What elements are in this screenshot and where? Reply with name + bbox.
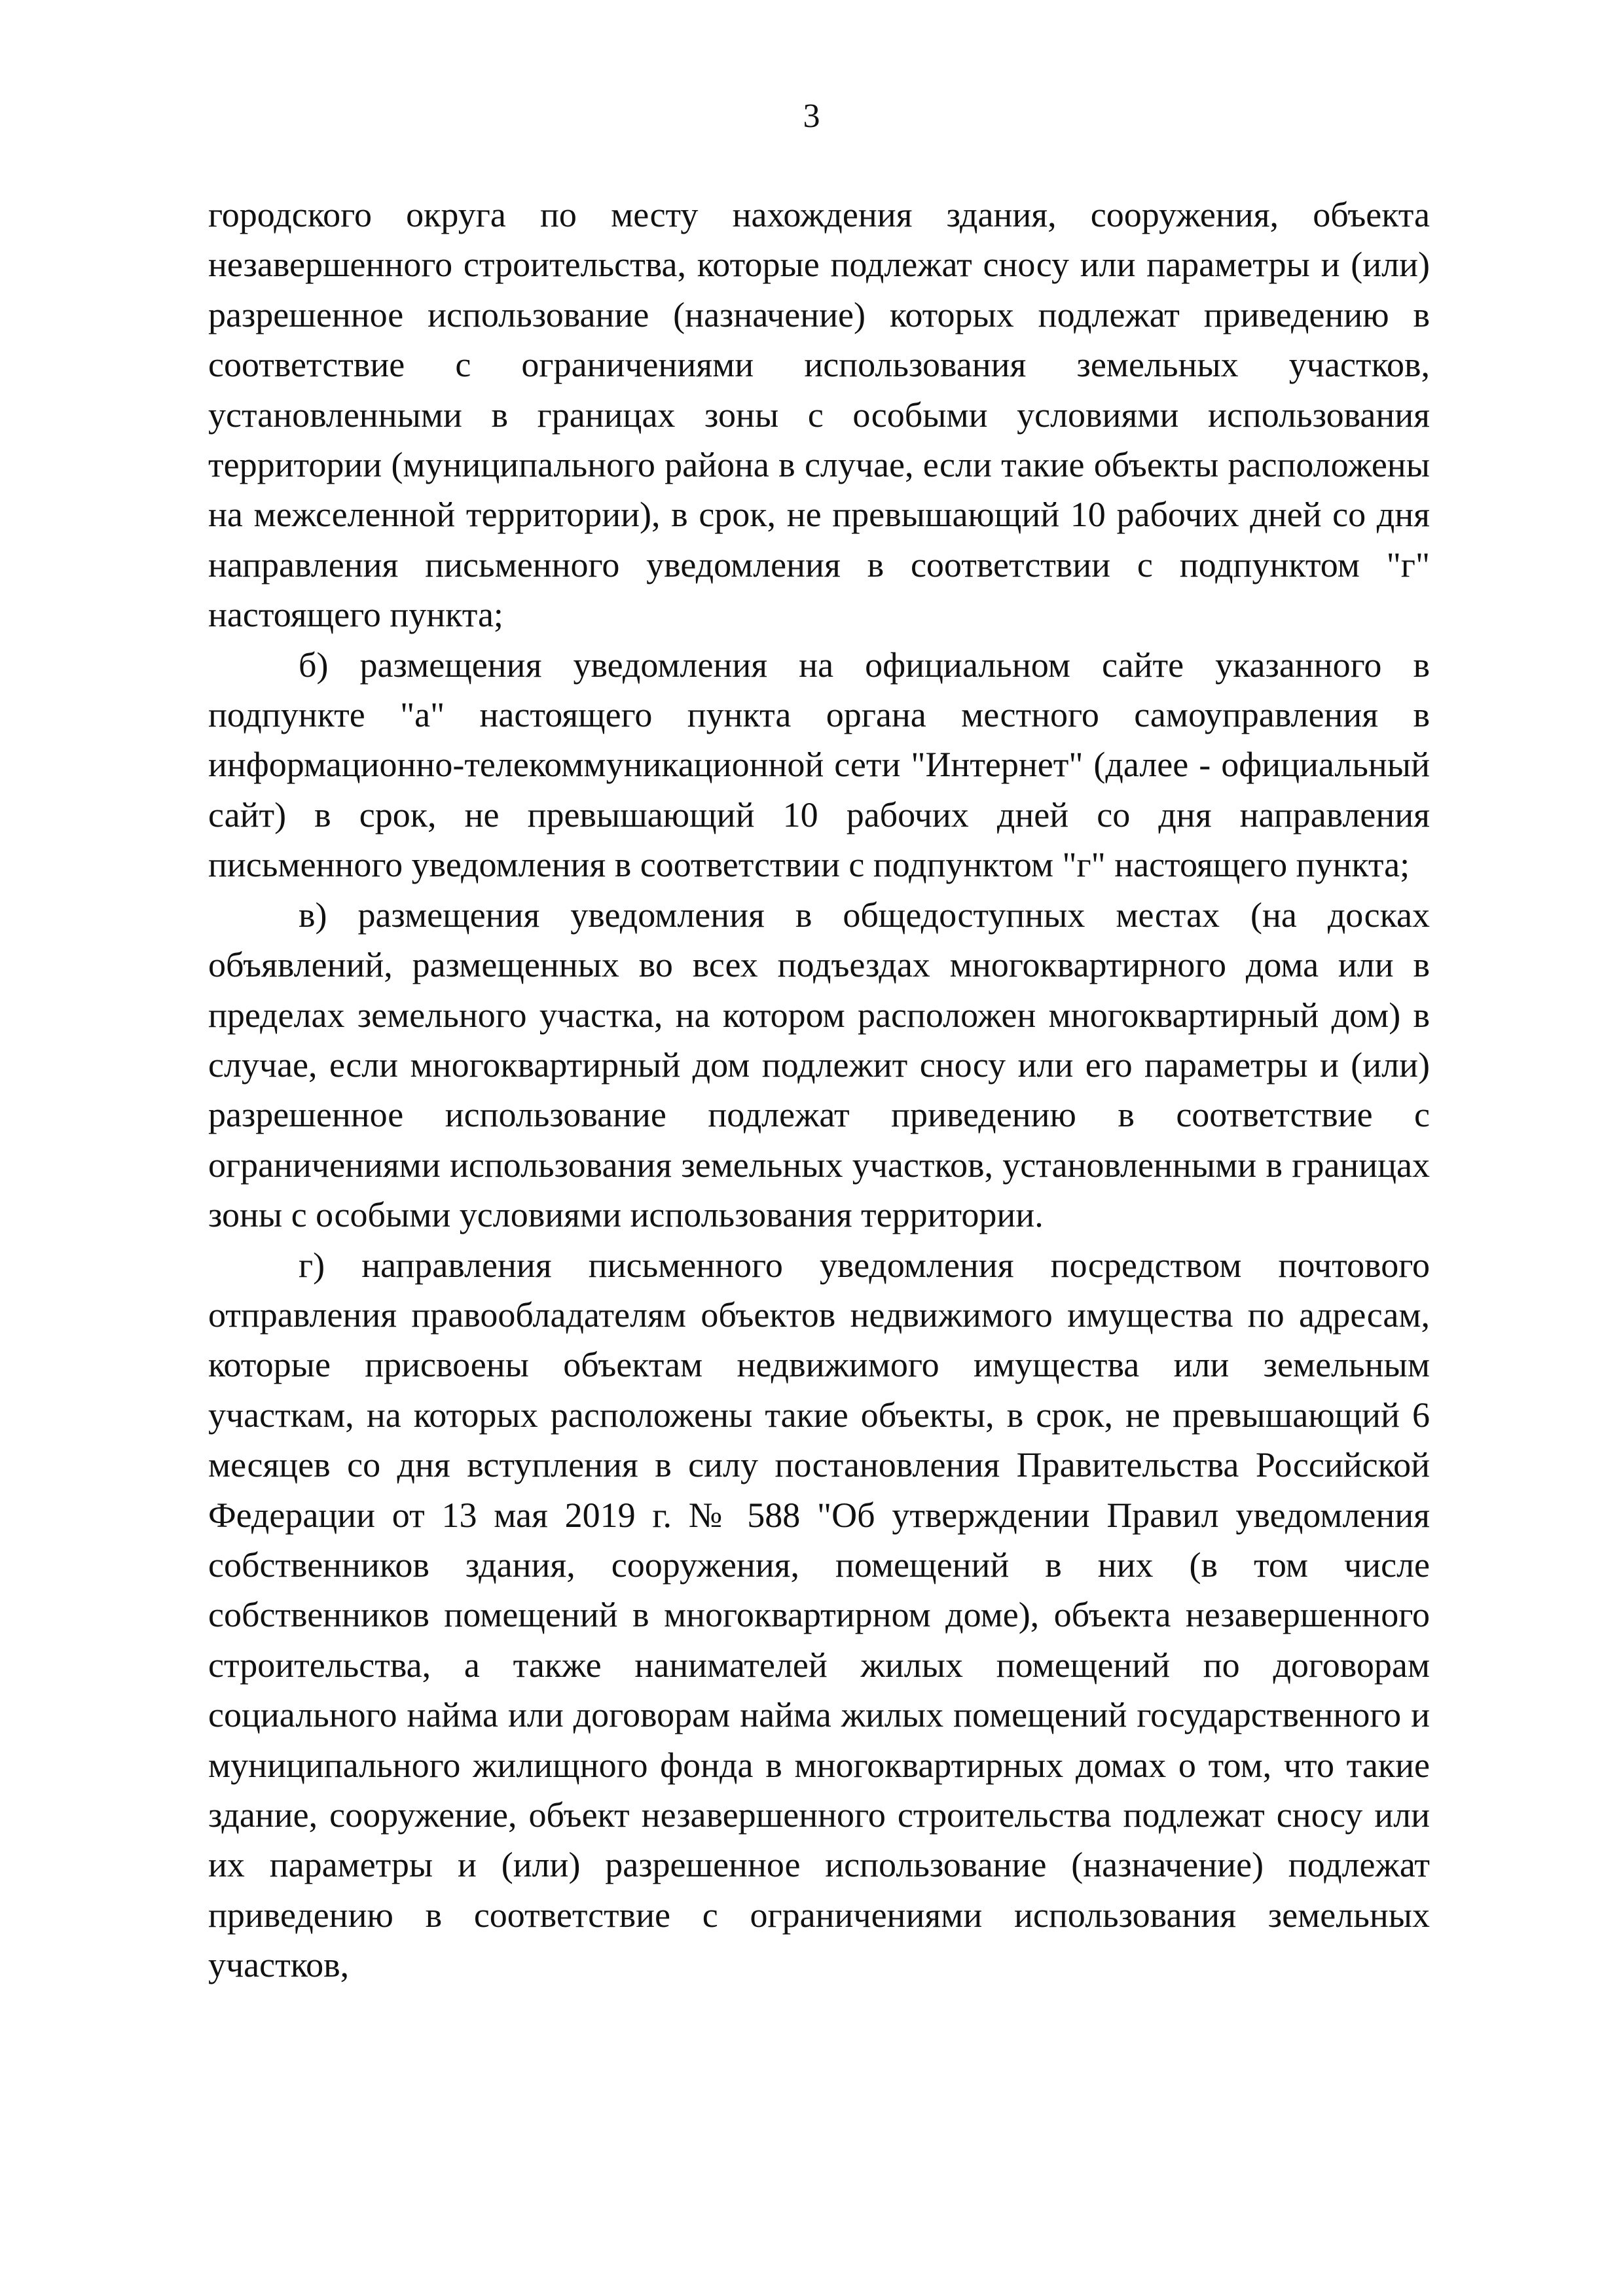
page-number: 3 <box>803 98 820 135</box>
paragraph-continuation: городского округа по месту нахождения здания, сооружения, объекта незавершенного строительства, которые подлежат сносу или параметры и (или) разрешенное использование (назначение) которых подлежат приведению в соответствие с ограничениями использования земельных участков, установленными в границах зоны с особыми условиями использования территории (муниципального района в случае, если такие объекты расположены на межселенной территории), в срок, не превышающий 10 рабочих дней со дня направления письменного уведомления в соответствии с подпунктом "г" настоящего пункта; <box>208 195 1430 635</box>
paragraph-v: в) размещения уведомления в общедоступных местах (на досках объявлений, размещенных во всех подъездах многоквартирного дома или в пределах земельного участка, на котором расположен многоквартирный дом) в случае, если многоквартирный дом подлежит сносу или его параметры и (или) разрешенное использование подлежат приведению в соответствие с ограничениями использования земельных участков, установленными в границах зоны с особыми условиями использования территории. <box>208 895 1430 1235</box>
paragraph-g: г) направления письменного уведомления посредством почтового отправления правообладателям объектов недвижимого имущества по адресам, которые присвоены объектам недвижимого имущества или земельным участкам, на которых расположены такие объекты, в срок, не превышающий 6 месяцев со дня вступления в силу постановления Правительства Российской Федерации от 13 мая 2019 г. № 588 "Об утверждении Правил уведомления собственников здания, сооружения, помещений в них (в том числе собственников помещений в многоквартирном доме), объекта незавершенного строительства, а также нанимателей жилых помещений по договорам социального найма или договорам найма жилых помещений государственного и муниципального жилищного фонда в многоквартирных домах о том, что такие здание, сооружение, объект незавершенного строительства подлежат сносу или их параметры и (или) разрешенное использование (назначение) подлежат приведению в соответствие с ограничениями использования земельных участков, <box>208 1245 1430 1985</box>
paragraph-b: б) размещения уведомления на официальном сайте указанного в подпункте "а" настоящего пункта органа местного самоуправления в информационно-телекоммуникационной сети "Интернет" (далее - официальный сайт) в срок, не превышающий 10 рабочих дней со дня направления письменного уведомления в соответствии с подпунктом "г" настоящего пункта; <box>208 645 1430 885</box>
document-body <box>208 190 1430 1990</box>
